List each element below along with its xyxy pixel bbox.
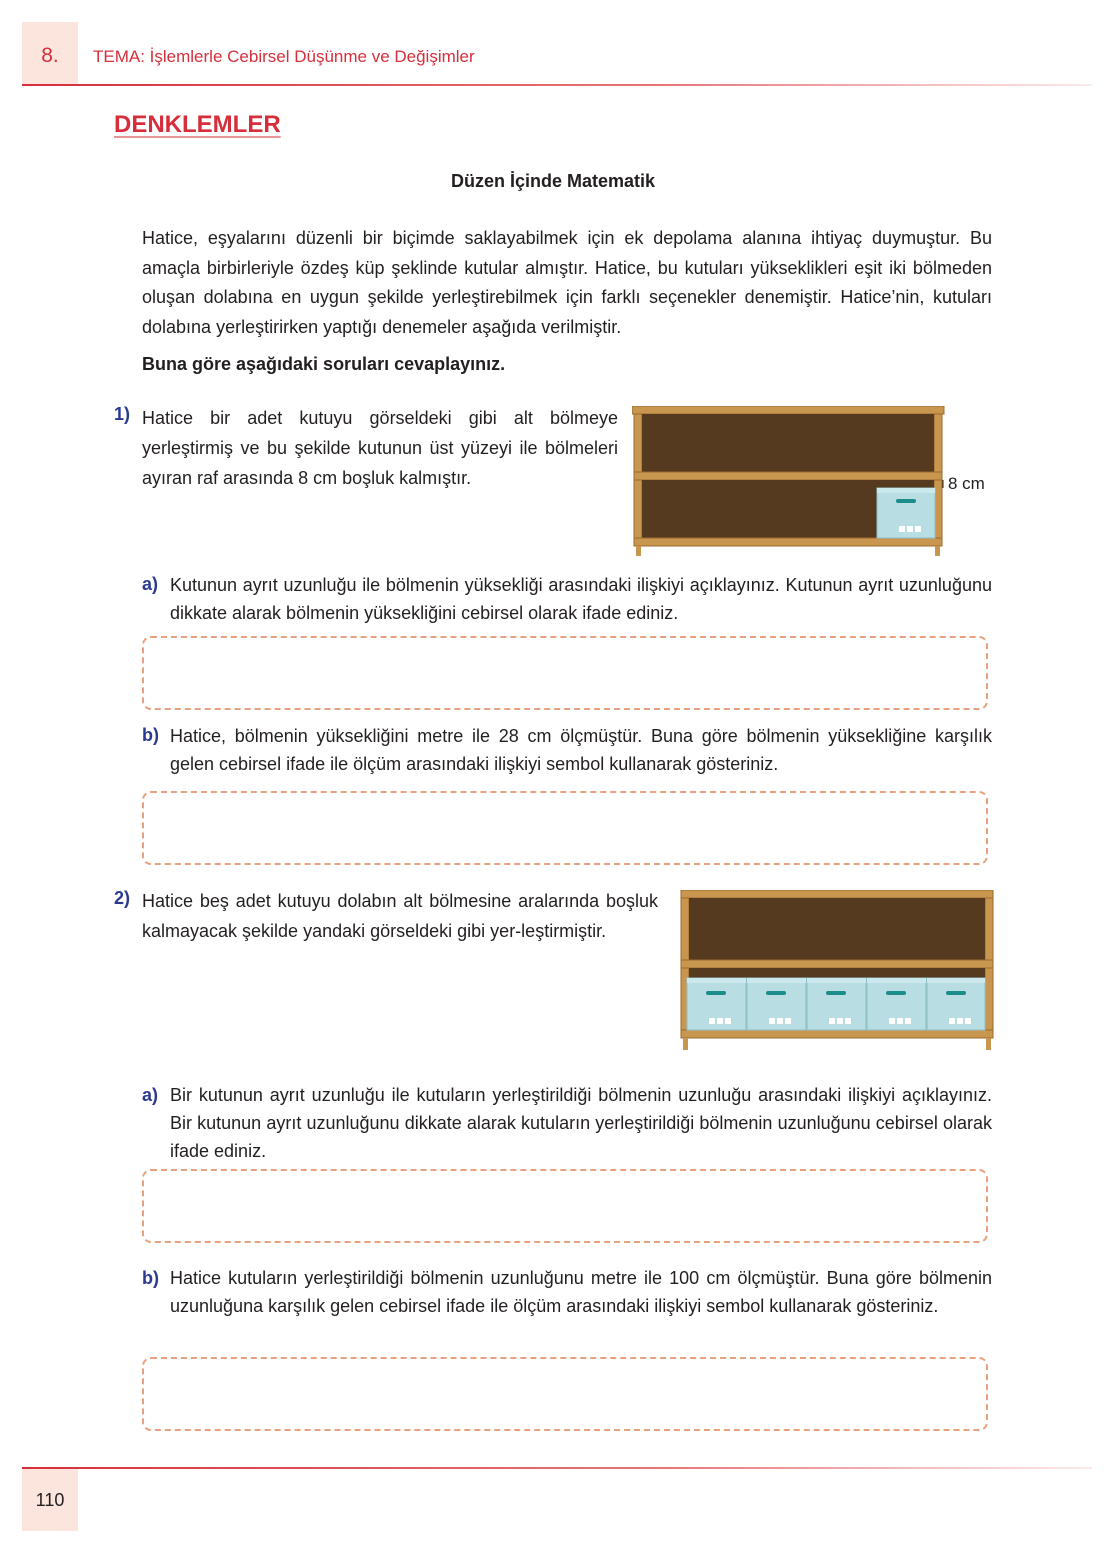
question-1-number: 1) [114, 404, 131, 424]
storage-box [807, 978, 866, 1030]
question-2-number: 2) [114, 888, 131, 908]
question-2a-text: Bir kutunun ayrıt uzunluğu ile kutuların yerleştirildiği bölmenin uzunluğu arasındaki ilişkiyi açıklayınız. Bir kutunun ayrıt uzunluğunu dikkate alarak kutuların yerleştirildiği bölmenin uzunluğunu cebirsel olarak ifade ediniz. [170, 1085, 992, 1161]
intro-paragraph: Hatice, eşyalarını düzenli bir biçimde saklayabilmek için ek depolama alanına ihtiyaç duymuştur. Bu amaçla birbirleriyle özdeş küp şeklinde kutular almıştır. Hatice, bu kutuları yükseklikleri eşit iki bölmeden oluşan dolabına en uygun şekilde yerleştirebilmek için farklı seçenekler denemiştir. Hatice’nin, kutuları dolabına yerleştirirken yaptığı denemeler aşağıda verilmiştir. [142, 228, 992, 337]
question-2-text: Hatice beş adet kutuyu dolabın alt bölmesine aralarında boşluk kalmayacak şekilde yandaki görseldeki gibi yer-leştirmiştir. [142, 891, 658, 941]
storage-box [877, 488, 935, 538]
theme-number: 8. [41, 44, 59, 67]
storage-box [927, 978, 985, 1030]
storage-box [867, 978, 926, 1030]
question-2a-label: a) [142, 1085, 159, 1105]
instruction-text: Buna göre aşağıdaki soruları cevaplayınız. [142, 354, 506, 374]
storage-box [747, 978, 806, 1030]
question-1a-label: a) [142, 574, 159, 594]
question-2b-text: Hatice kutuların yerleştirildiği bölmenin uzunluğunu metre ile 100 cm ölçmüştür. Buna göre bölmenin uzunluğuna karşılık gelen cebirsel ifade ile ölçüm arasındaki ilişkiyi sembol kullanarak gösteriniz. [170, 1268, 992, 1316]
storage-box [687, 978, 746, 1030]
header-divider [22, 84, 1092, 86]
activity-title: Düzen İçinde Matematik [450, 171, 656, 191]
page-number: 110 [35, 1490, 65, 1510]
answer-box-2b[interactable] [142, 1357, 988, 1431]
theme-title: TEMA: İşlemlerle Cebirsel Düşünme ve Değişimler [93, 47, 475, 66]
section-title: DENKLEMLER [114, 111, 281, 138]
answer-box-2a[interactable] [142, 1169, 988, 1243]
question-1a-text: Kutunun ayrıt uzunluğu ile bölmenin yüksekliği arasındaki ilişkiyi açıklayınız. Kutunun ayrıt uzunluğunu dikkate alarak bölmenin yüksekliğini cebirsel olarak ifade ediniz. [170, 575, 992, 623]
question-1-text: Hatice bir adet kutuyu görseldeki gibi alt bölmeye yerleştirmiş ve bu şekilde kutunun üst yüzeyi ile bölmeleri ayıran raf arasında 8 cm boşluk kalmıştır. [142, 408, 618, 488]
question-1b-text: Hatice, bölmenin yüksekliğini metre ile 28 cm ölçmüştür. Buna göre bölmenin yüksekliğine karşılık gelen cebirsel ifade ile ölçüm arasındaki ilişkiyi sembol kullanarak gösteriniz. [170, 726, 992, 774]
shelf-one-box-figure [632, 406, 946, 558]
shelf-five-boxes-figure [679, 890, 995, 1052]
question-2b-label: b) [142, 1268, 159, 1288]
gap-measure-label: 8 cm [948, 474, 985, 493]
answer-box-1b[interactable] [142, 791, 988, 865]
answer-box-1a[interactable] [142, 636, 988, 710]
question-1b-label: b) [142, 725, 159, 745]
footer-divider [22, 1467, 1092, 1469]
